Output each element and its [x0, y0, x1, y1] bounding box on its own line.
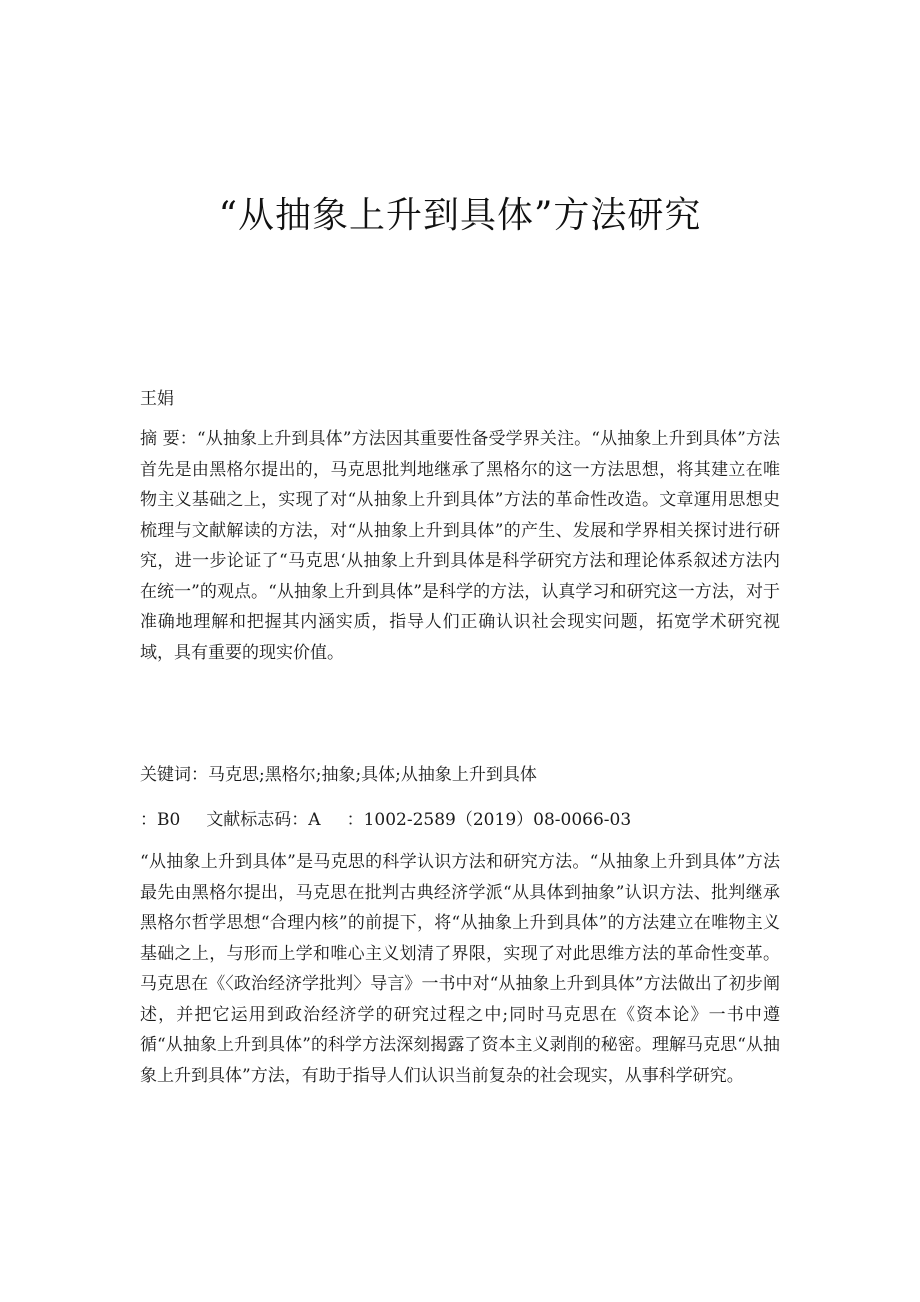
- keywords-text: 马克思;黑格尔;抽象;具体;从抽象上升到具体: [208, 765, 537, 785]
- article-id: ：1002-2589（2019）08-0066-03: [346, 810, 632, 830]
- article-title: “从抽象上升到具体”方法研究: [218, 195, 702, 236]
- document-code: 文献标志码：A: [206, 810, 321, 830]
- abstract-text: “从抽象上升到具体”方法因其重要性备受学界关注。“从抽象上升到具体”方法首先是由黑格尔提出的，马克思批判地继承了黑格尔的这一方法思想，将其建立在唯物主义基础之上，实现了对“从抽象上升到具体”方法的革命性改造。文章運用思想史梳理与文献解读的方法，对“从抽象上升到具体”的产生、发展和学界相关探讨进行研究，进一步论证了“马克思‘从抽象上升到具体是科学研究方法和理论体系叙述方法内在统一”的观点。“从抽象上升到具体”是科学的方法，认真学习和研究这一方法，对于准确地理解和把握其内涵实质，指导人们正确认识社会现实问题，拓宽学术研究视域，具有重要的现实价值。: [140, 429, 781, 663]
- clc-number: ：B0: [140, 810, 181, 830]
- keywords-label: 关键词：: [140, 765, 208, 785]
- classification-line: [140, 805, 780, 836]
- abstract-label: 摘 要：: [140, 429, 197, 449]
- author-name: 王娟: [140, 389, 174, 409]
- abstract-paragraph: [140, 424, 780, 668]
- body-paragraph: “从抽象上升到具体”是马克思的科学认识方法和研究方法。“从抽象上升到具体”方法最先由黑格尔提出，马克思在批判古典经济学派“从具体到抽象”认识方法、批判继承黑格尔哲学思想“合理内核”的前提下，将“从抽象上升到具体”的方法建立在唯物主义基础之上，与形而上学和唯心主义划清了界限，实现了对此思维方法的革命性变革。马克思在《〈政治经济学批判〉导言》一书中对“从抽象上升到具体”方法做出了初步阐述，并把它运用到政治经济学的研究过程之中;同时马克思在《资本论》一书中遵循“从抽象上升到具体”的科学方法深刻揭露了资本主义剥削的秘密。理解马克思“从抽象上升到具体”方法，有助于指导人们认识当前复杂的社会现实，从事科学研究。: [140, 852, 780, 1086]
- keywords-line: [140, 760, 780, 791]
